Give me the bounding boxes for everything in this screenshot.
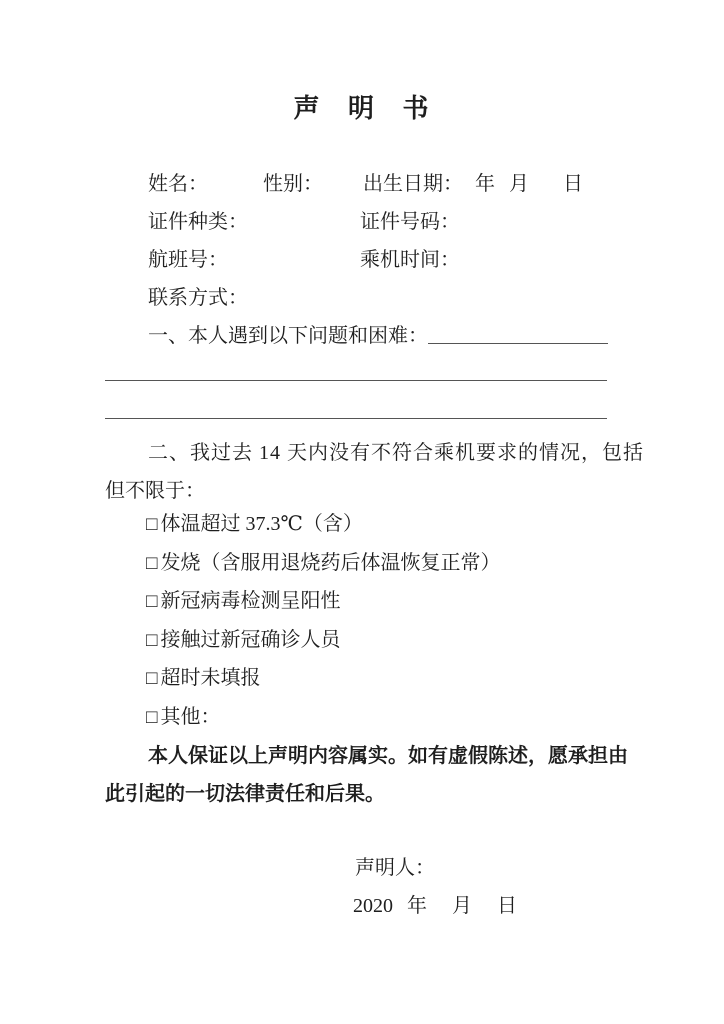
boarding-time-label: 乘机时间： xyxy=(360,249,460,271)
checkbox-icon[interactable]: □ xyxy=(146,514,158,535)
flight-number-label: 航班号： xyxy=(148,249,228,271)
signature-day-label: 日 xyxy=(497,895,517,917)
checkbox-icon[interactable]: □ xyxy=(146,630,158,651)
signature-year-label: 年 xyxy=(407,895,427,917)
signature-month-label: 月 xyxy=(452,895,472,917)
id-number-label: 证件号码： xyxy=(360,211,460,233)
contact-label: 联系方式： xyxy=(148,287,248,309)
checkbox-icon[interactable]: □ xyxy=(146,668,158,689)
checkbox-icon[interactable]: □ xyxy=(146,553,158,574)
checkbox-label: 体温超过 37.3℃（含） xyxy=(160,513,363,535)
checkbox-label: 发烧（含服用退烧药后体温恢复正常） xyxy=(160,552,501,574)
gender-label: 性别： xyxy=(263,173,323,195)
checkbox-item-overdue-report[interactable] xyxy=(146,666,260,691)
checkbox-label: 新冠病毒检测呈阳性 xyxy=(160,590,341,612)
checkbox-item-fever[interactable] xyxy=(146,551,500,576)
fill-in-blank-line-2[interactable] xyxy=(105,418,607,419)
checkbox-icon[interactable]: □ xyxy=(146,707,158,728)
id-type-label: 证件种类： xyxy=(148,211,248,233)
checkbox-label: 其他： xyxy=(160,706,221,728)
checkbox-item-other[interactable] xyxy=(146,705,220,730)
checkbox-label: 超时未填报 xyxy=(160,667,261,689)
declarant-label: 声明人： xyxy=(355,857,435,879)
checkbox-icon[interactable]: □ xyxy=(146,591,158,612)
pledge-line-2: 此引起的一切法律责任和后果。 xyxy=(105,783,385,805)
fill-in-blank-short[interactable] xyxy=(428,343,608,344)
birth-year-label: 年 xyxy=(475,173,495,195)
birth-day-label: 日 xyxy=(563,173,583,195)
birth-date-label: 出生日期： xyxy=(363,173,463,195)
birth-month-label: 月 xyxy=(509,173,529,195)
signature-date-year-value: 2020 xyxy=(353,895,393,917)
checkbox-label: 接触过新冠确诊人员 xyxy=(160,629,341,651)
checkbox-item-positive-test[interactable] xyxy=(146,589,340,614)
section-two-line-1: 二、我过去 14 天内没有不符合乘机要求的情况，包括 xyxy=(148,442,644,464)
checkbox-item-contact-confirmed[interactable] xyxy=(146,628,340,653)
fill-in-blank-line-1[interactable] xyxy=(105,380,607,381)
section-one-heading: 一、本人遇到以下问题和困难： xyxy=(148,325,428,347)
checkbox-item-temperature[interactable] xyxy=(146,512,363,537)
page-title: 声 明 书 xyxy=(293,94,431,123)
section-two-line-2: 但不限于： xyxy=(105,480,205,502)
name-label: 姓名： xyxy=(148,173,208,195)
pledge-line-1: 本人保证以上声明内容属实。如有虚假陈述，愿承担由 xyxy=(148,745,628,767)
